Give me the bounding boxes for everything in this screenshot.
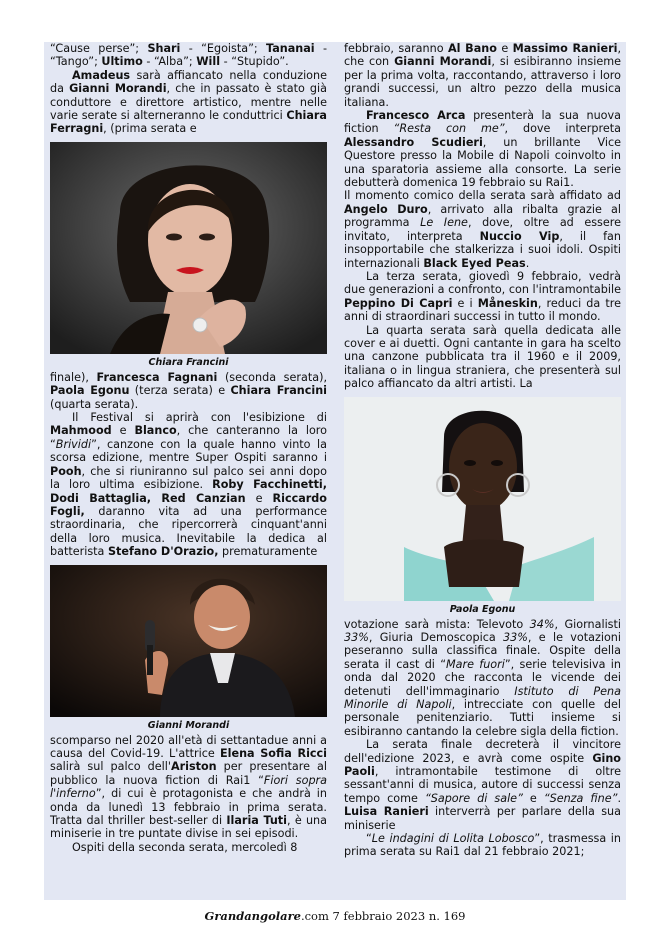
paragraph-cast-list: “Cause perse”; Shari - “Egoista”; Tananai - “Tango”; Ultimo - “Alba”; Will - “Stupido”. <box>50 42 328 69</box>
paragraph-hosts: Amadeus sarà affiancato nella conduzione da Gianni Morandi, che in passato è stato già conduttore e direttore artistico, mentre nelle varie serate si alterneranno le conduttrici Chiara Ferragni, (prima serata e <box>50 68 327 136</box>
portrait-image <box>50 142 327 354</box>
footer-issue: .com 7 febbraio 2023 n. 169 <box>300 909 466 923</box>
paragraph-fourth-night: La quarta serata sarà quella dedicata alle cover e ai duetti. Ogni cantante in gara ha scelto una canzone pubblicata tra il 1960 e il 2009, italiana o in lingua straniera, che presenterà sul palco affiancato da altri artisti. La <box>344 323 621 391</box>
paragraph-lolita-lobosco: “Le indagini di Lolita Lobosco”, trasmessa in prima serata su Rai1 dal 21 febbraio 2021; <box>344 832 621 859</box>
photo-gianni-morandi <box>50 565 327 717</box>
right-column <box>344 42 621 859</box>
photo-caption: Paola Egonu <box>449 603 516 615</box>
paragraph-first-night: Il Festival si aprirà con l'esibizione di Mahmood e Blanco, che canteranno la loro “Brividi”, canzone con la quale hanno vinto la scorsa edizione, mentre Super Ospiti saranno i Pooh, che si riuniranno sul palco sei anni dopo la loro ultima esibizione. Roby Facchinetti, Dodi Battaglia, Red Canzian e Riccardo Fogli, daranno vita ad una performance straordinaria, che ripercorrerà cinquant'anni della loro musica. Inevitabile la dedica al batterista Stefano D'Orazio, prematuramente <box>50 411 327 559</box>
paragraph-fiction: Francesco Arca presenterà la sua nuova fiction “Resta con me”, dove interpreta Alessandro Scudieri, un brillante Vice Questore presso la Mobile di Napoli coinvolto in una sparatoria assieme alla consorte. La serie debutterà domenica 19 febbraio su Rai1. <box>344 109 621 190</box>
paragraph-hosts-cont: finale), Francesca Fagnani (seconda serata), Paola Egonu (terza serata) e Chiara Francini (quarta serata). <box>50 370 327 411</box>
portrait-image <box>344 397 621 601</box>
concert-image <box>50 565 327 717</box>
paragraph-second-guests-cont: febbraio, saranno Al Bano e Massimo Ranieri, che con Gianni Morandi, si esibiranno insieme per la prima volta, raccontando, attraverso i loro grandi successi, un altro pezzo della musica italiana. <box>344 42 621 109</box>
left-column <box>50 42 327 854</box>
paragraph-second-guests: Ospiti della seconda serata, mercoledì 8 <box>72 840 298 854</box>
photo-caption: Chiara Francini <box>148 356 229 368</box>
paragraph-voting: votazione sarà mista: Televoto 34%, Giornalisti 33%, Giuria Demoscopica 33%, e le votazioni peseranno sulla classifica finale. Ospite della serata il cast di “Mare fuori”, serie televisiva in onda dal 2020 che racconta le vicende dei detenuti dell'immaginario Istituto di Pena Minorile di Napoli, intrecciate con quelle del personale penitenziario. Tutti insieme si esibiranno cantando la celebre sigla della fiction. <box>344 617 622 738</box>
paragraph-third-night: La terza serata, giovedì 9 febbraio, vedrà due generazioni a confronto, con l'intramontabile Peppino Di Capri e i Måneskin, reduci da tre anni di straordinari successi in tutto il mondo. <box>344 269 621 324</box>
footer-brand: Grandangolare <box>204 909 301 923</box>
photo-caption: Gianni Morandi <box>147 719 230 731</box>
paragraph-second-night: scomparso nel 2020 all'età di settantadue anni a causa del Covid-19. L'attrice Elena Sofia Ricci salirà sul palco dell'Ariston per presentare al pubblico la nuova fiction di Rai1 “Fiori sopra l'inferno”, di cui è protagonista e che andrà in onda da lunedì 13 febbraio in prima serata. Tratta dal thriller best-seller di Ilaria Tuti, è una miniserie in tre puntate divise in sei episodi. <box>50 733 327 841</box>
magazine-page <box>44 42 626 900</box>
page-footer <box>0 909 670 923</box>
photo-paola-egonu <box>344 397 621 601</box>
paragraph-final-night: La serata finale decreterà il vincitore dell'edizione 2023, e avrà come ospite Gino Paoli, intramontabile testimone di oltre sessant'anni di musica, autore di successi senza tempo come “Sapore di sale” e “Senza fine”. Luisa Ranieri interverrà per parlare della sua miniserie <box>344 738 621 832</box>
photo-chiara-francini <box>50 142 327 354</box>
paragraph-comedy: Il momento comico della serata sarà affidato ad Angelo Duro, arrivato alla ribalta grazie al programma Le Iene, dove, oltre ad essere invitato, interpreta Nuccio Vip, il fan insopportabile che stalkerizza i suoi idoli. Ospiti internazionali Black Eyed Peas. <box>344 189 622 270</box>
